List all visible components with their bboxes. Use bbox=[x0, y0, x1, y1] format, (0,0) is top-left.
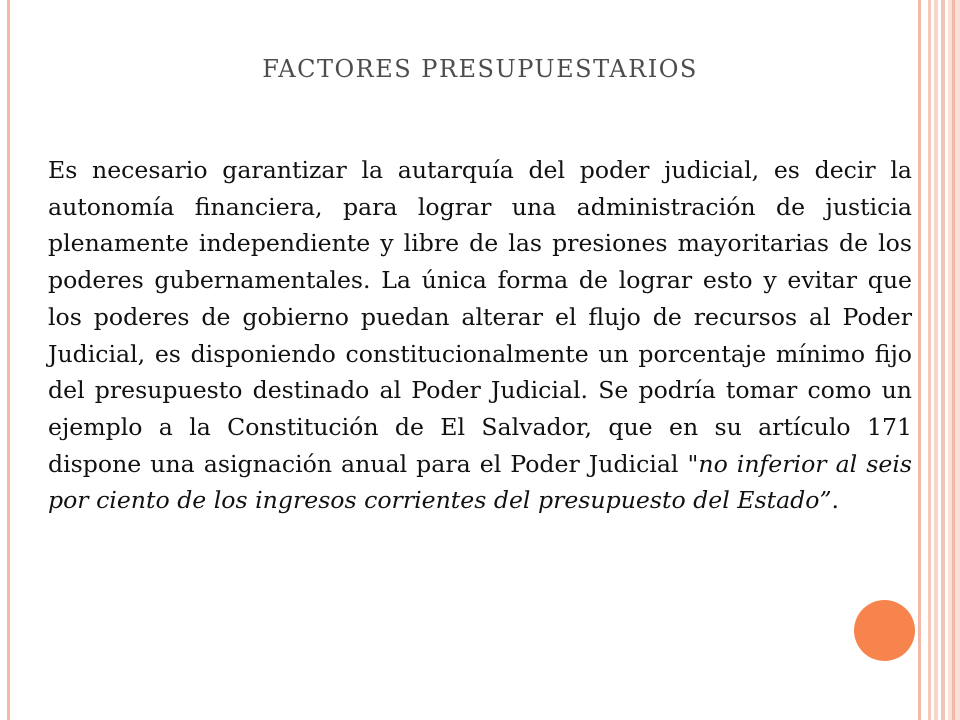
decorative-stripe bbox=[952, 0, 955, 720]
paragraph-plain-text: Es necesario garantizar la autarquía del poder judicial, es decir la autonomía financiera, para lograr una administración de justicia plenamente independiente y libre de las presiones mayoritarias de los poderes gubernamentales. La única forma de lograr esto y evitar que los poderes de gobierno puedan alterar el flujo de recursos al Poder Judicial, es disponiendo constitucionalmente un porcentaje mínimo fijo del presupuesto destinado al Poder Judicial. Se podría tomar como un ejemplo a la Constitución de El Salvador, que en su artículo 171 dispone una asignación anual para el Poder Judicial bbox=[48, 156, 912, 478]
right-border-line bbox=[918, 0, 921, 720]
paragraph-end-punctuation: . bbox=[831, 486, 840, 515]
orange-circle-decoration bbox=[854, 600, 915, 661]
decorative-stripe bbox=[934, 0, 938, 720]
paragraph-quote-italic: "no inferior al seis por ciento de los ingresos corrientes del presupuesto del Estado” bbox=[48, 449, 912, 515]
slide-title: FACTORES PRESUPUESTARIOS bbox=[262, 55, 698, 83]
left-border-line bbox=[7, 0, 10, 720]
decorative-stripe bbox=[928, 0, 931, 720]
slide-body-paragraph bbox=[48, 152, 912, 519]
decorative-stripe bbox=[941, 0, 945, 720]
